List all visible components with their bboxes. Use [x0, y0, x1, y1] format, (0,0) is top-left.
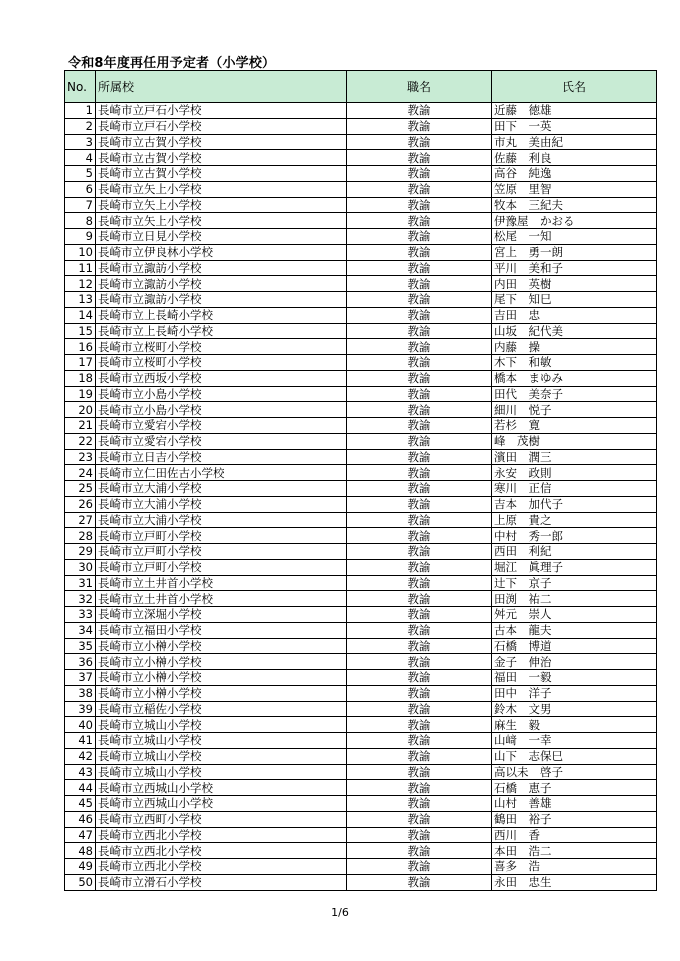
position-cell: 教諭	[347, 465, 492, 481]
row-number: 31	[65, 575, 96, 591]
row-number: 21	[65, 418, 96, 434]
position-cell: 教諭	[347, 607, 492, 623]
row-number: 49	[65, 859, 96, 875]
table-header	[65, 71, 657, 103]
row-number: 39	[65, 701, 96, 717]
position-cell: 教諭	[347, 166, 492, 182]
position-cell: 教諭	[347, 103, 492, 119]
table-row	[65, 181, 657, 197]
row-number: 35	[65, 638, 96, 654]
name-cell: 福田 一毅	[492, 670, 657, 686]
position-cell: 教諭	[347, 764, 492, 780]
position-cell: 教諭	[347, 276, 492, 292]
school-cell: 長崎市立大浦小学校	[96, 496, 347, 512]
name-cell: 田渕 祐二	[492, 591, 657, 607]
row-number: 13	[65, 292, 96, 308]
table-row	[65, 528, 657, 544]
table-row	[65, 402, 657, 418]
table-row	[65, 339, 657, 355]
row-number: 20	[65, 402, 96, 418]
table-row	[65, 654, 657, 670]
position-cell: 教諭	[347, 307, 492, 323]
row-number: 9	[65, 229, 96, 245]
row-number: 38	[65, 685, 96, 701]
table-row	[65, 418, 657, 434]
name-cell: 市丸 美由紀	[492, 134, 657, 150]
name-cell: 麻生 毅	[492, 717, 657, 733]
header-position: 職名	[347, 71, 492, 103]
table-row	[65, 244, 657, 260]
school-cell: 長崎市立戸石小学校	[96, 103, 347, 119]
position-cell: 教諭	[347, 370, 492, 386]
name-cell: 高以未 啓子	[492, 764, 657, 780]
school-cell: 長崎市立滑石小学校	[96, 874, 347, 890]
name-cell: 上原 貴之	[492, 512, 657, 528]
row-number: 11	[65, 260, 96, 276]
name-cell: 田下 一英	[492, 118, 657, 134]
table-row	[65, 748, 657, 764]
position-cell: 教諭	[347, 339, 492, 355]
table-row	[65, 370, 657, 386]
name-cell: 鶴田 裕子	[492, 811, 657, 827]
name-cell: 近藤 徳雄	[492, 103, 657, 119]
row-number: 12	[65, 276, 96, 292]
school-cell: 長崎市立桜町小学校	[96, 339, 347, 355]
position-cell: 教諭	[347, 780, 492, 796]
position-cell: 教諭	[347, 575, 492, 591]
position-cell: 教諭	[347, 638, 492, 654]
school-cell: 長崎市立西北小学校	[96, 827, 347, 843]
table-row	[65, 260, 657, 276]
school-cell: 長崎市立小島小学校	[96, 402, 347, 418]
name-cell: 内田 英樹	[492, 276, 657, 292]
school-cell: 長崎市立戸町小学校	[96, 559, 347, 575]
school-cell: 長崎市立戸町小学校	[96, 544, 347, 560]
row-number: 37	[65, 670, 96, 686]
name-cell: 伊豫屋 かおる	[492, 213, 657, 229]
table-row	[65, 670, 657, 686]
name-cell: 古本 龍夫	[492, 622, 657, 638]
name-cell: 内藤 操	[492, 339, 657, 355]
name-cell: 吉田 忠	[492, 307, 657, 323]
name-cell: 橋本 まゆみ	[492, 370, 657, 386]
table-row	[65, 433, 657, 449]
table-row	[65, 134, 657, 150]
name-cell: 喜多 浩	[492, 859, 657, 875]
school-cell: 長崎市立仁田佐古小学校	[96, 465, 347, 481]
page-number: 1/6	[331, 906, 349, 919]
school-cell: 長崎市立伊良林小学校	[96, 244, 347, 260]
position-cell: 教諭	[347, 118, 492, 134]
table-row	[65, 764, 657, 780]
position-cell: 教諭	[347, 181, 492, 197]
row-number: 3	[65, 134, 96, 150]
position-cell: 教諭	[347, 229, 492, 245]
row-number: 44	[65, 780, 96, 796]
name-cell: 舛元 崇人	[492, 607, 657, 623]
name-cell: 牧本 三紀夫	[492, 197, 657, 213]
position-cell: 教諭	[347, 197, 492, 213]
position-cell: 教諭	[347, 827, 492, 843]
school-cell: 長崎市立福田小学校	[96, 622, 347, 638]
school-cell: 長崎市立西城山小学校	[96, 796, 347, 812]
table-row	[65, 622, 657, 638]
name-cell: 永安 政則	[492, 465, 657, 481]
name-cell: 山村 善雄	[492, 796, 657, 812]
school-cell: 長崎市立小島小学校	[96, 386, 347, 402]
school-cell: 長崎市立日吉小学校	[96, 449, 347, 465]
name-cell: 吉本 加代子	[492, 496, 657, 512]
name-cell: 永田 忠生	[492, 874, 657, 890]
school-cell: 長崎市立諏訪小学校	[96, 292, 347, 308]
school-cell: 長崎市立稲佐小学校	[96, 701, 347, 717]
name-cell: 西田 利紀	[492, 544, 657, 560]
name-cell: 佐藤 利良	[492, 150, 657, 166]
name-cell: 辻下 京子	[492, 575, 657, 591]
position-cell: 教諭	[347, 292, 492, 308]
table-row	[65, 685, 657, 701]
table-row	[65, 859, 657, 875]
name-cell: 濱田 潤三	[492, 449, 657, 465]
position-cell: 教諭	[347, 481, 492, 497]
row-number: 16	[65, 339, 96, 355]
position-cell: 教諭	[347, 355, 492, 371]
position-cell: 教諭	[347, 402, 492, 418]
row-number: 6	[65, 181, 96, 197]
row-number: 27	[65, 512, 96, 528]
position-cell: 教諭	[347, 528, 492, 544]
table-row	[65, 607, 657, 623]
name-cell: 本田 浩二	[492, 843, 657, 859]
school-cell: 長崎市立上長崎小学校	[96, 307, 347, 323]
row-number: 30	[65, 559, 96, 575]
name-cell: 峰 茂樹	[492, 433, 657, 449]
name-cell: 堀江 眞理子	[492, 559, 657, 575]
position-cell: 教諭	[347, 748, 492, 764]
table-row	[65, 544, 657, 560]
position-cell: 教諭	[347, 796, 492, 812]
position-cell: 教諭	[347, 544, 492, 560]
position-cell: 教諭	[347, 717, 492, 733]
row-number: 46	[65, 811, 96, 827]
school-cell: 長崎市立桜町小学校	[96, 355, 347, 371]
name-cell: 山﨑 一幸	[492, 733, 657, 749]
row-number: 18	[65, 370, 96, 386]
row-number: 32	[65, 591, 96, 607]
school-cell: 長崎市立深堀小学校	[96, 607, 347, 623]
name-cell: 石橋 恵子	[492, 780, 657, 796]
table-row	[65, 150, 657, 166]
position-cell: 教諭	[347, 418, 492, 434]
row-number: 48	[65, 843, 96, 859]
position-cell: 教諭	[347, 670, 492, 686]
name-cell: 木下 和敏	[492, 355, 657, 371]
name-cell: 中村 秀一郎	[492, 528, 657, 544]
school-cell: 長崎市立西城山小学校	[96, 780, 347, 796]
table-row	[65, 512, 657, 528]
position-cell: 教諭	[347, 811, 492, 827]
table-row	[65, 197, 657, 213]
name-cell: 細川 悦子	[492, 402, 657, 418]
row-number: 14	[65, 307, 96, 323]
school-cell: 長崎市立上長崎小学校	[96, 323, 347, 339]
row-number: 28	[65, 528, 96, 544]
school-cell: 長崎市立西北小学校	[96, 859, 347, 875]
school-cell: 長崎市立諏訪小学校	[96, 260, 347, 276]
row-number: 47	[65, 827, 96, 843]
school-cell: 長崎市立西坂小学校	[96, 370, 347, 386]
position-cell: 教諭	[347, 323, 492, 339]
row-number: 50	[65, 874, 96, 890]
position-cell: 教諭	[347, 559, 492, 575]
table-row	[65, 323, 657, 339]
table-row	[65, 229, 657, 245]
position-cell: 教諭	[347, 244, 492, 260]
table-row	[65, 355, 657, 371]
position-cell: 教諭	[347, 213, 492, 229]
row-number: 2	[65, 118, 96, 134]
row-number: 8	[65, 213, 96, 229]
school-cell: 長崎市立西北小学校	[96, 843, 347, 859]
position-cell: 教諭	[347, 733, 492, 749]
header-school: 所属校	[96, 71, 347, 103]
table-row	[65, 386, 657, 402]
name-cell: 田代 美奈子	[492, 386, 657, 402]
school-cell: 長崎市立古賀小学校	[96, 166, 347, 182]
table-row	[65, 481, 657, 497]
document-title: 令和8年度再任用予定者（小学校）	[68, 56, 276, 71]
row-number: 45	[65, 796, 96, 812]
school-cell: 長崎市立矢上小学校	[96, 213, 347, 229]
name-cell: 山下 志保巳	[492, 748, 657, 764]
header-name: 氏名	[492, 71, 657, 103]
name-cell: 石橋 博道	[492, 638, 657, 654]
table-row	[65, 449, 657, 465]
school-cell: 長崎市立城山小学校	[96, 748, 347, 764]
school-cell: 長崎市立古賀小学校	[96, 150, 347, 166]
row-number: 4	[65, 150, 96, 166]
table-row	[65, 307, 657, 323]
school-cell: 長崎市立戸町小学校	[96, 528, 347, 544]
table-row	[65, 780, 657, 796]
table-row	[65, 811, 657, 827]
name-cell: 鈴木 文男	[492, 701, 657, 717]
table-row	[65, 874, 657, 890]
row-number: 25	[65, 481, 96, 497]
position-cell: 教諭	[347, 591, 492, 607]
school-cell: 長崎市立城山小学校	[96, 733, 347, 749]
table-row	[65, 717, 657, 733]
position-cell: 教諭	[347, 433, 492, 449]
position-cell: 教諭	[347, 859, 492, 875]
name-cell: 西川 香	[492, 827, 657, 843]
school-cell: 長崎市立愛宕小学校	[96, 433, 347, 449]
school-cell: 長崎市立矢上小学校	[96, 197, 347, 213]
position-cell: 教諭	[347, 134, 492, 150]
row-number: 24	[65, 465, 96, 481]
position-cell: 教諭	[347, 512, 492, 528]
table-row	[65, 843, 657, 859]
table-row	[65, 733, 657, 749]
row-number: 23	[65, 449, 96, 465]
position-cell: 教諭	[347, 701, 492, 717]
row-number: 5	[65, 166, 96, 182]
name-cell: 若杉 寛	[492, 418, 657, 434]
school-cell: 長崎市立大浦小学校	[96, 512, 347, 528]
position-cell: 教諭	[347, 654, 492, 670]
row-number: 22	[65, 433, 96, 449]
school-cell: 長崎市立大浦小学校	[96, 481, 347, 497]
name-cell: 高谷 純逸	[492, 166, 657, 182]
position-cell: 教諭	[347, 150, 492, 166]
row-number: 43	[65, 764, 96, 780]
position-cell: 教諭	[347, 843, 492, 859]
table-row	[65, 465, 657, 481]
header-no: No.	[65, 71, 96, 103]
position-cell: 教諭	[347, 685, 492, 701]
school-cell: 長崎市立小榊小学校	[96, 670, 347, 686]
school-cell: 長崎市立戸石小学校	[96, 118, 347, 134]
name-cell: 田中 洋子	[492, 685, 657, 701]
row-number: 41	[65, 733, 96, 749]
position-cell: 教諭	[347, 874, 492, 890]
school-cell: 長崎市立土井首小学校	[96, 591, 347, 607]
row-number: 7	[65, 197, 96, 213]
school-cell: 長崎市立日見小学校	[96, 229, 347, 245]
position-cell: 教諭	[347, 496, 492, 512]
table-row	[65, 118, 657, 134]
table-row	[65, 496, 657, 512]
school-cell: 長崎市立西町小学校	[96, 811, 347, 827]
table-row	[65, 701, 657, 717]
row-number: 33	[65, 607, 96, 623]
name-cell: 笠原 里智	[492, 181, 657, 197]
row-number: 42	[65, 748, 96, 764]
table-body	[65, 103, 657, 891]
table-row	[65, 575, 657, 591]
row-number: 36	[65, 654, 96, 670]
school-cell: 長崎市立土井首小学校	[96, 575, 347, 591]
name-cell: 平川 美和子	[492, 260, 657, 276]
row-number: 10	[65, 244, 96, 260]
name-cell: 寒川 正信	[492, 481, 657, 497]
row-number: 34	[65, 622, 96, 638]
table-row	[65, 591, 657, 607]
row-number: 26	[65, 496, 96, 512]
table-row	[65, 103, 657, 119]
school-cell: 長崎市立小榊小学校	[96, 638, 347, 654]
position-cell: 教諭	[347, 260, 492, 276]
table-row	[65, 638, 657, 654]
row-number: 17	[65, 355, 96, 371]
school-cell: 長崎市立矢上小学校	[96, 181, 347, 197]
table-row	[65, 276, 657, 292]
reappointment-table	[64, 70, 657, 891]
name-cell: 山坂 紀代美	[492, 323, 657, 339]
school-cell: 長崎市立城山小学校	[96, 764, 347, 780]
table-row	[65, 559, 657, 575]
name-cell: 尾下 知巳	[492, 292, 657, 308]
table-row	[65, 827, 657, 843]
table-row	[65, 292, 657, 308]
name-cell: 宮上 勇一朗	[492, 244, 657, 260]
position-cell: 教諭	[347, 622, 492, 638]
name-cell: 松尾 一知	[492, 229, 657, 245]
row-number: 29	[65, 544, 96, 560]
table-row	[65, 213, 657, 229]
table-row	[65, 796, 657, 812]
school-cell: 長崎市立諏訪小学校	[96, 276, 347, 292]
table-row	[65, 166, 657, 182]
school-cell: 長崎市立古賀小学校	[96, 134, 347, 150]
row-number: 19	[65, 386, 96, 402]
row-number: 15	[65, 323, 96, 339]
row-number: 40	[65, 717, 96, 733]
school-cell: 長崎市立愛宕小学校	[96, 418, 347, 434]
row-number: 1	[65, 103, 96, 119]
school-cell: 長崎市立小榊小学校	[96, 685, 347, 701]
school-cell: 長崎市立小榊小学校	[96, 654, 347, 670]
name-cell: 金子 伸治	[492, 654, 657, 670]
school-cell: 長崎市立城山小学校	[96, 717, 347, 733]
position-cell: 教諭	[347, 386, 492, 402]
position-cell: 教諭	[347, 449, 492, 465]
